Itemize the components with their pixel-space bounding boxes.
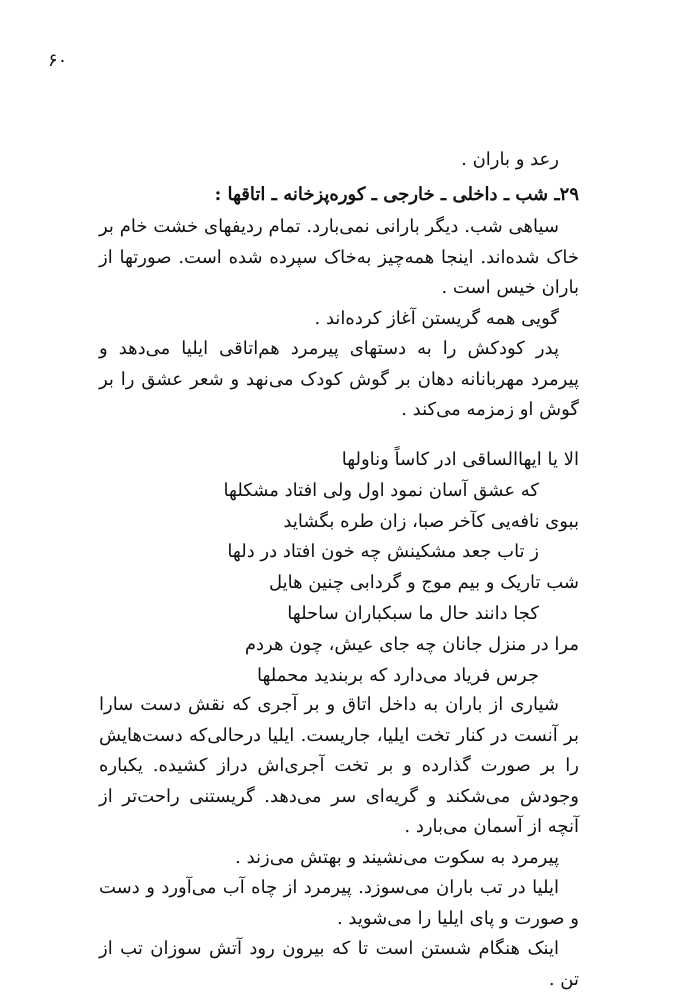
poem-line-4: ز تاب جعد مشکینش چه خون افتاد در دلها	[227, 541, 539, 563]
poem-line-7: مرا در منزل جانان چه جای عیش، چون هردم	[244, 633, 579, 655]
scene-intro	[99, 145, 579, 426]
top-line: رعد و باران .	[461, 149, 559, 170]
scene-heading: ۲۹ـ شب ـ داخلی ـ خارجی ـ کوره‌پزخانه ـ اتاقها :	[214, 183, 579, 205]
page-number: ۶۰	[48, 50, 68, 71]
paragraph-2: گویی همه گریستن آغاز کرده‌اند .	[314, 307, 559, 329]
paragraph-1: سیاهی شب. دیگر بارانی نمی‌بارد. تمام ردیفهای خشت خام بر خاک شده‌اند. اینجا همه‌چیز به‌خاک سپرده شده است. صورتها از باران خیس است .	[99, 216, 579, 298]
poem-line-5: شب تاریک و بیم موج و گردابی چنین هایل	[268, 572, 579, 594]
paragraph-4: شیاری از باران به داخل اتاق و بر آجری که نقش دست سارا بر آنست در کنار تخت ایلیا، جاریست. ایلیا درحالی‌که دست‌هایش را بر صورت گذارده و بر تخت آجری‌اش دراز کشیده. یکباره وجودش می‌شکند و گریه‌ای سر می‌دهد. گریستنی راحت‌تر از آنچه از آسمان می‌بارد .	[99, 694, 579, 837]
paragraph-7: اینک هنگام شستن است تا که بیرون رود آتش سوزان تب از تن .	[99, 938, 579, 990]
paragraph-6: ایلیا در تب باران می‌سوزد. پیرمرد از چاه آب می‌آورد و دست و صورت و پای ایلیا را می‌شوید .	[99, 877, 579, 929]
poem-line-3: ببوی نافه‌یی کآخر صبا، زان طره بگشاید	[283, 510, 579, 532]
poem	[99, 445, 579, 691]
paragraph-3: پدر کودکش را به دستهای پیرمرد هم‌اتاقی ایلیا می‌دهد و پیرمرد مهربانانه دهان بر گوش کودک می‌نهد و شعر عشق را بر گوش او زمزمه می‌کند .	[99, 338, 579, 420]
poem-line-8: جرس فریاد می‌دارد که بربندید محملها	[257, 664, 539, 686]
poem-line-2: که عشق آسان نمود اول ولی افتاد مشکلها	[223, 479, 539, 501]
poem-line-6: کجا دانند حال ما سبکباران ساحلها	[287, 602, 539, 624]
scene-continuation	[99, 690, 579, 995]
paragraph-5: پیرمرد به سکوت می‌نشیند و بهتش می‌زند .	[235, 846, 559, 868]
poem-line-1: الا یا ایها‌الساقی ادر کاساً وناولها	[341, 449, 579, 470]
